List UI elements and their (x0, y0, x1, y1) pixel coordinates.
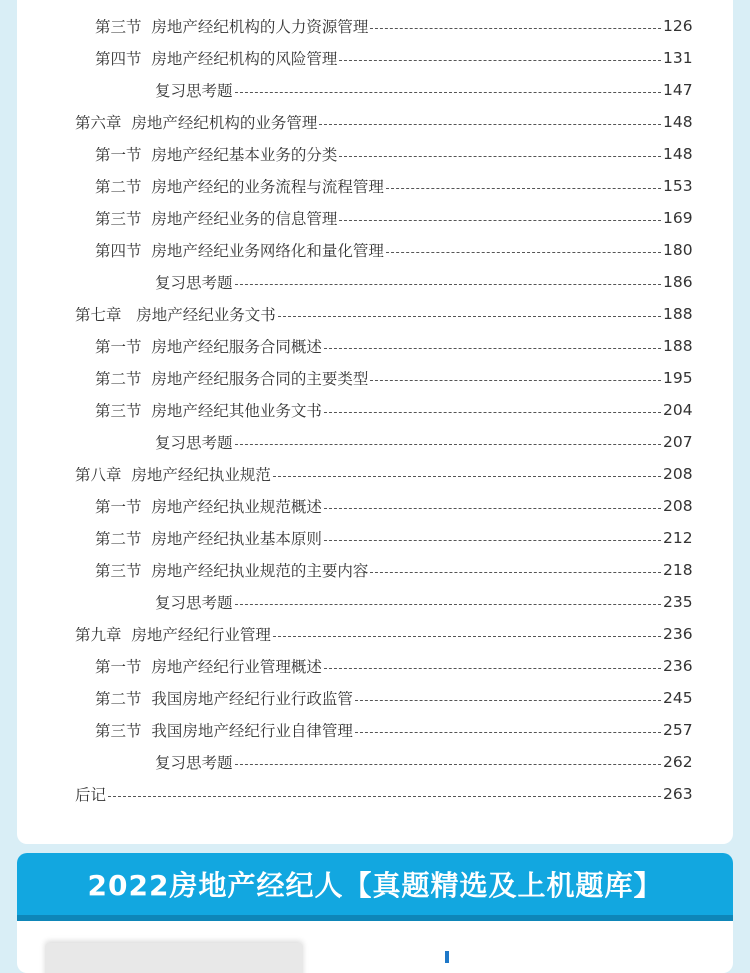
toc-entry-page: 236 (663, 657, 693, 675)
toc-entry[interactable] (17, 10, 733, 42)
toc-entry-title: 房地产经纪行业管理 (131, 626, 271, 644)
toc-entry-title: 房地产经纪执业规范概述 (151, 498, 322, 516)
toc-entry-number: 第一节 (95, 146, 152, 164)
toc-entry[interactable] (17, 426, 733, 458)
toc-entry-page: 180 (663, 241, 693, 259)
toc-entry[interactable] (17, 778, 733, 810)
toc-entry[interactable] (17, 330, 733, 362)
toc-dot-leader (235, 603, 661, 605)
toc-entry[interactable] (17, 586, 733, 618)
toc-entry[interactable] (17, 458, 733, 490)
toc-entry[interactable] (17, 106, 733, 138)
toc-dot-leader (324, 539, 661, 541)
toc-dot-leader (319, 123, 661, 125)
toc-dot-leader (235, 283, 661, 285)
toc-dot-leader (355, 699, 661, 701)
toc-entry-title: 房地产经纪执业规范 (131, 466, 271, 484)
product-banner-card (17, 853, 733, 973)
table-of-contents (17, 0, 733, 844)
toc-entry-title: 房地产经纪服务合同的主要类型 (151, 370, 369, 388)
toc-entry[interactable] (17, 362, 733, 394)
toc-entry-page: 207 (663, 433, 693, 451)
toc-entry[interactable] (17, 554, 733, 586)
toc-entry-page: 235 (663, 593, 693, 611)
toc-entry-page: 212 (663, 529, 693, 547)
toc-dot-leader (370, 27, 661, 29)
toc-entry[interactable] (17, 682, 733, 714)
toc-entry[interactable] (17, 394, 733, 426)
toc-entry-title: 房地产经纪机构的风险管理 (151, 50, 338, 68)
toc-entry[interactable] (17, 234, 733, 266)
toc-entry-number: 第二节 (95, 530, 152, 548)
toc-entry-page: 147 (663, 81, 693, 99)
toc-dot-leader (370, 571, 661, 573)
toc-entry-number: 第八章 (75, 466, 132, 484)
toc-dot-leader (108, 795, 661, 797)
toc-entry-page: 188 (663, 337, 693, 355)
toc-dot-leader (278, 315, 661, 317)
toc-entry-title: 房地产经纪服务合同概述 (151, 338, 322, 356)
toc-entry-title: 房地产经纪的业务流程与流程管理 (151, 178, 384, 196)
toc-dot-leader (324, 667, 661, 669)
toc-entry-number: 第二节 (95, 690, 152, 708)
toc-entry-page: 236 (663, 625, 693, 643)
toc-entry-page: 186 (663, 273, 693, 291)
book-image (45, 943, 303, 973)
toc-entry-title: 我国房地产经纪行业行政监管 (151, 690, 353, 708)
toc-entry-title: 复习思考题 (155, 594, 233, 612)
toc-entry-title: 房地产经纪机构的人力资源管理 (151, 18, 369, 36)
accent-mark (445, 951, 449, 963)
toc-entry-number: 第三节 (95, 210, 152, 228)
toc-entry-page: 208 (663, 465, 693, 483)
toc-entry[interactable] (17, 650, 733, 682)
toc-entry-title: 房地产经纪执业基本原则 (151, 530, 322, 548)
toc-entry-title: 房地产经纪执业规范的主要内容 (151, 562, 369, 580)
toc-dot-leader (235, 91, 661, 93)
toc-dot-leader (324, 411, 661, 413)
toc-entry[interactable] (17, 490, 733, 522)
toc-dot-leader (339, 155, 661, 157)
toc-entry-page: 262 (663, 753, 693, 771)
toc-entry[interactable] (17, 266, 733, 298)
toc-entry-number: 第九章 (75, 626, 132, 644)
toc-entry-title: 我国房地产经纪行业自律管理 (151, 722, 353, 740)
toc-dot-leader (235, 763, 661, 765)
toc-entry-title: 房地产经纪行业管理概述 (151, 658, 322, 676)
toc-entry[interactable] (17, 202, 733, 234)
toc-entry[interactable] (17, 138, 733, 170)
toc-entry-title: 后记 (75, 786, 107, 804)
banner-underline (17, 915, 733, 921)
toc-entry-number: 第二节 (95, 178, 152, 196)
toc-entry-number: 第七章 (75, 306, 137, 324)
toc-entry-number: 第一节 (95, 338, 152, 356)
toc-entry-number: 第三节 (95, 18, 152, 36)
toc-entry[interactable] (17, 298, 733, 330)
toc-entry-page: 245 (663, 689, 693, 707)
toc-entry-page: 218 (663, 561, 693, 579)
toc-entry[interactable] (17, 74, 733, 106)
toc-entry-page: 188 (663, 305, 693, 323)
toc-entry-title: 复习思考题 (155, 274, 233, 292)
toc-dot-leader (386, 187, 661, 189)
toc-entry-number: 第六章 (75, 114, 132, 132)
toc-entry[interactable] (17, 618, 733, 650)
toc-entry-number: 第三节 (95, 402, 152, 420)
toc-dot-leader (324, 507, 661, 509)
toc-entry-number: 第一节 (95, 658, 152, 676)
toc-entry-number: 第四节 (95, 242, 152, 260)
toc-entry-title: 房地产经纪业务文书 (136, 306, 276, 324)
toc-dot-leader (339, 219, 661, 221)
toc-dot-leader (355, 731, 661, 733)
toc-dot-leader (273, 635, 661, 637)
toc-entry-number: 第一节 (95, 498, 152, 516)
toc-entry[interactable] (17, 746, 733, 778)
toc-entry-title: 房地产经纪其他业务文书 (151, 402, 322, 420)
toc-entry-number: 第二节 (95, 370, 152, 388)
toc-entry-page: 257 (663, 721, 693, 739)
toc-entry-title: 房地产经纪业务网络化和量化管理 (151, 242, 384, 260)
toc-entry-page: 131 (663, 49, 693, 67)
toc-entry-title: 复习思考题 (155, 434, 233, 452)
toc-entry-page: 195 (663, 369, 693, 387)
toc-dot-leader (324, 347, 661, 349)
toc-entry-page: 204 (663, 401, 693, 419)
toc-entry-title: 复习思考题 (155, 82, 233, 100)
toc-entry-page: 169 (663, 209, 693, 227)
toc-entry[interactable] (17, 42, 733, 74)
toc-entry-number: 第三节 (95, 722, 152, 740)
toc-entry-title: 房地产经纪业务的信息管理 (151, 210, 338, 228)
banner-title: 2022房地产经纪人【真题精选及上机题库】 (17, 853, 733, 915)
toc-entry-number: 第三节 (95, 562, 152, 580)
toc-entry[interactable] (17, 170, 733, 202)
toc-dot-leader (339, 59, 661, 61)
toc-entry-title: 复习思考题 (155, 754, 233, 772)
toc-entry[interactable] (17, 522, 733, 554)
toc-dot-leader (235, 443, 661, 445)
toc-dot-leader (370, 379, 661, 381)
toc-entry-page: 148 (663, 145, 693, 163)
toc-entry-title: 房地产经纪机构的业务管理 (131, 114, 318, 132)
toc-entry-page: 153 (663, 177, 693, 195)
toc-dot-leader (386, 251, 661, 253)
toc-entry-page: 126 (663, 17, 693, 35)
toc-entry-title: 房地产经纪基本业务的分类 (151, 146, 338, 164)
toc-entry-page: 208 (663, 497, 693, 515)
toc-entry-page: 263 (663, 785, 693, 803)
toc-entry-page: 148 (663, 113, 693, 131)
toc-dot-leader (273, 475, 661, 477)
toc-entry-number: 第四节 (95, 50, 152, 68)
toc-entry[interactable] (17, 714, 733, 746)
